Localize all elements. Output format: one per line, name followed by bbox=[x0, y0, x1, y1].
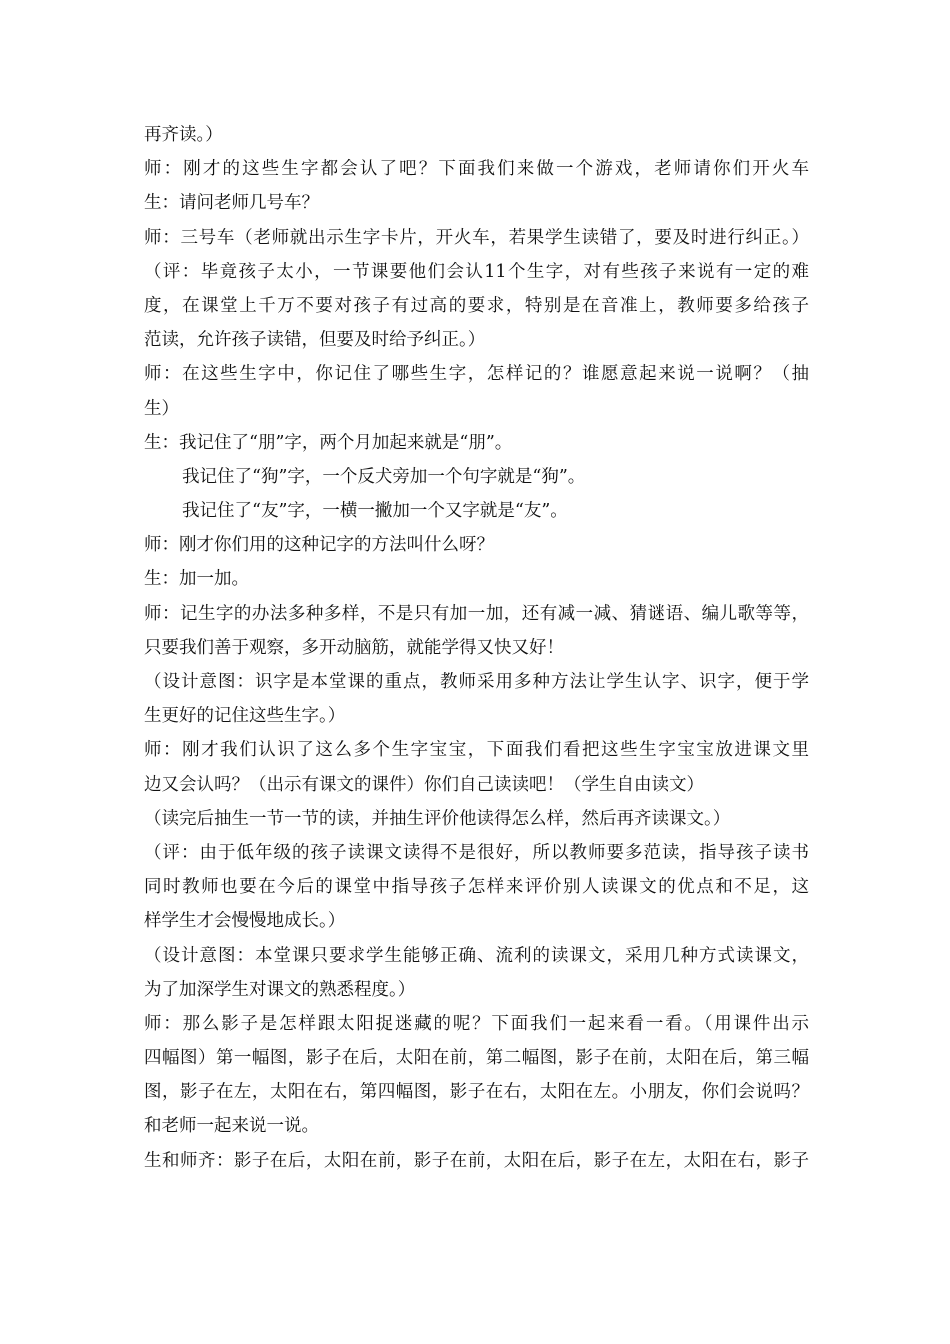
text-line: 师：记生字的办法多种多样，不是只有加一加，还有减一减、猜谜语、编儿歌等等， bbox=[144, 603, 809, 624]
text-line: 再齐读。） bbox=[144, 125, 223, 145]
text-line: 生） bbox=[144, 398, 179, 419]
text-line: 同时教师也要在今后的课堂中指导孩子怎样来评价别人读课文的优点和不足，这 bbox=[144, 877, 809, 898]
text-line: 为了加深学生对课文的熟悉程度。） bbox=[144, 979, 416, 1000]
text-line: 师：三号车（老师就出示生字卡片，开火车，若果学生读错了，要及时进行纠正。） bbox=[144, 227, 809, 248]
text-line: 师：那么影子是怎样跟太阳捉迷藏的呢？下面我们一起来看一看。（用课件出示 bbox=[144, 1013, 809, 1034]
text-line: 样学生才会慢慢地成长。） bbox=[144, 911, 346, 932]
text-line: 生：请问老师几号车？ bbox=[144, 193, 319, 214]
text-line: 我记住了“友”字，一横一撇加一个又字就是“友”。 bbox=[182, 501, 568, 522]
text-line: 师：刚才的这些生字都会认了吧？下面我们来做一个游戏，老师请你们开火车 bbox=[144, 159, 809, 180]
text-line: 我记住了“狗”字，一个反犬旁加一个句字就是“狗”。 bbox=[182, 466, 586, 487]
text-line: （设计意图：本堂课只要求学生能够正确、流利的读课文，采用几种方式读课文， bbox=[144, 945, 809, 966]
text-line: 度，在课堂上千万不要对孩子有过高的要求，特别是在音准上，教师要多给孩子 bbox=[144, 295, 809, 316]
text-line: 师：在这些生字中，你记住了哪些生字，怎样记的？谁愿意起来说一说啊？（抽 bbox=[144, 364, 809, 385]
text-line: 生：我记住了“朋”字，两个月加起来就是“朋”。 bbox=[144, 432, 513, 453]
text-line: 师：刚才我们认识了这么多个生字宝宝，下面我们看把这些生字宝宝放进课文里 bbox=[144, 740, 809, 761]
text-line: （评：由于低年级的孩子读课文读得不是很好，所以教师要多范读，指导孩子读书 bbox=[144, 842, 809, 863]
text-line: 和老师一起来说一说。 bbox=[144, 1116, 319, 1137]
text-line: 生：加一加。 bbox=[144, 569, 249, 590]
text-line: 师：刚才你们用的这种记字的方法叫什么呀？ bbox=[144, 535, 494, 556]
document-body bbox=[144, 118, 809, 1178]
text-line: （读完后抽生一节一节的读，并抽生评价他读得怎么样，然后再齐读课文。） bbox=[144, 808, 731, 829]
text-line: 四幅图）第一幅图，影子在后，太阳在前，第二幅图，影子在前，太阳在后，第三幅 bbox=[144, 1048, 809, 1069]
text-line: 只要我们善于观察，多开动脑筋，就能学得又快又好！ bbox=[144, 637, 564, 658]
text-line: （设计意图：识字是本堂课的重点，教师采用多种方法让学生认字、识字，便于学 bbox=[144, 672, 809, 692]
text-line: （评：毕竟孩子太小，一节课要他们会认11个生字，对有些孩子来说有一定的难 bbox=[144, 261, 809, 282]
text-line: 生更好的记住这些生字。） bbox=[144, 706, 346, 727]
text-line: 图，影子在左，太阳在右，第四幅图，影子在右，太阳在左。小朋友，你们会说吗？ bbox=[144, 1082, 809, 1103]
text-line: 边又会认吗？（出示有课文的课件）你们自己读读吧！（学生自由读文） bbox=[144, 774, 704, 795]
text-line: 范读，允许孩子读错，但要及时给予纠正。） bbox=[144, 330, 486, 351]
text-line: 生和师齐：影子在后，太阳在前，影子在前，太阳在后，影子在左，太阳在右，影子 bbox=[144, 1150, 809, 1171]
